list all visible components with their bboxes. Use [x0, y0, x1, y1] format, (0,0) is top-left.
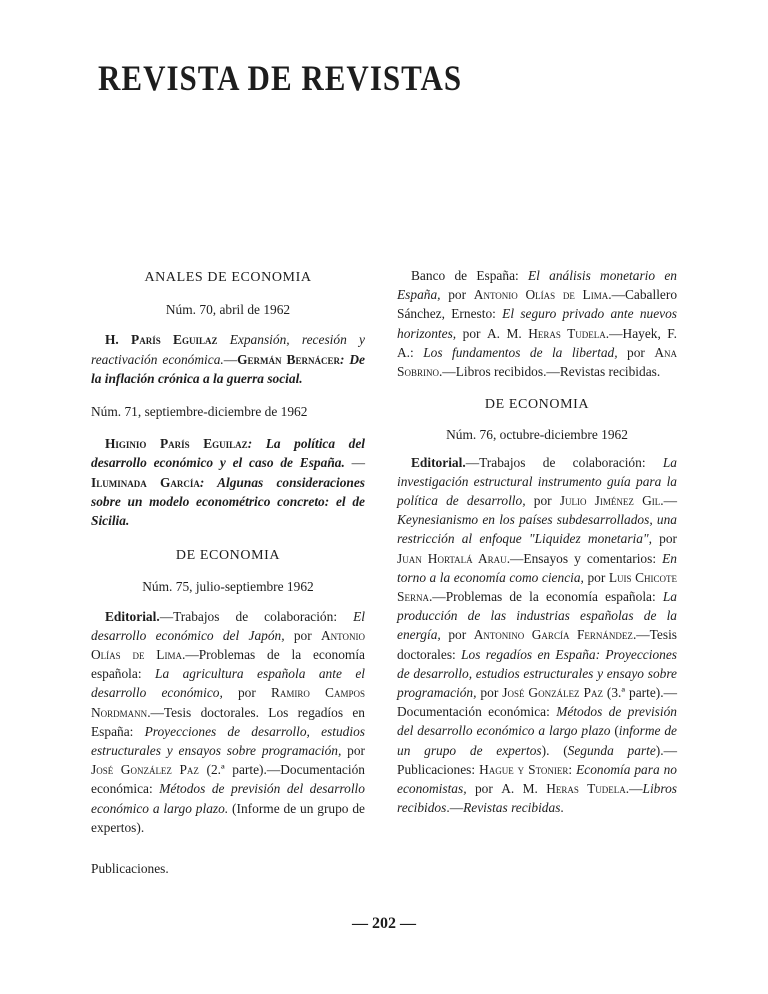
article-title: Keynesianismo en los países subdesarrollados, una restricción al enfoque "Liquidez monetaria",	[397, 512, 677, 547]
text-run: por	[651, 531, 677, 547]
author-name: Iluminada García	[91, 474, 200, 490]
de-economia-section-title: DE ECONOMIA	[175, 548, 281, 564]
author-name: Julio Jiménez Gil	[559, 493, 661, 509]
text-run: .—Problemas de la economía española:	[428, 589, 663, 605]
separator: —	[223, 351, 238, 367]
text-run: por	[617, 344, 655, 360]
separator: —	[344, 455, 365, 471]
text-run: (3.ª parte).—Documentación económica:	[397, 685, 678, 720]
text-run: por	[583, 569, 609, 585]
issue-76-contents	[397, 453, 677, 818]
text-run: (2.ª parte).—Documentación económica:	[91, 762, 365, 797]
author-name: Germán Bernácer	[237, 351, 340, 367]
author-name: H. París Eguilaz	[105, 332, 218, 348]
article-note: Segunda parte	[567, 742, 656, 758]
text-run: .—	[660, 493, 677, 509]
text-run: por	[222, 685, 271, 701]
text-run: :	[568, 761, 577, 777]
issue-71-contents-continued	[397, 266, 677, 381]
author-name: Ana Sobrino	[397, 344, 677, 380]
text-run: .—Tesis doctorales. Los regadíos en España:	[91, 704, 365, 739]
article-title: Métodos de previsión del desarrollo económico a largo plazo	[397, 704, 677, 739]
right-column	[397, 266, 677, 817]
text-run: por	[456, 325, 487, 341]
article-title: Expansión, recesión y reactivación económica.	[91, 332, 365, 367]
article-title: La investigación estructural instrumento guía para la política de desarrollo,	[397, 454, 677, 509]
author-name: Higinio París Eguilaz	[105, 436, 248, 452]
text-run: por	[476, 685, 503, 701]
article-title: La agricultura española ante el desarrollo económico,	[91, 666, 365, 701]
text-run: por	[284, 627, 321, 643]
issue-71-contents	[91, 434, 365, 530]
text-run: .—Libros recibidos.—Revistas recibidas.	[438, 364, 661, 380]
article-title: El seguro privado ante nuevos horizontes,	[397, 306, 677, 341]
section-label: Editorial.	[411, 454, 466, 470]
list-item-revistas: Revistas recibidas	[463, 800, 561, 816]
anales-section-title: ANALES DE ECONOMIA	[144, 270, 312, 285]
author-name: Antonio Olías de Lima	[91, 627, 366, 663]
page-header-title: REVISTA DE REVISTAS	[98, 58, 463, 99]
text-run: por	[440, 627, 474, 643]
list-item-libros: Libros recibidos	[397, 781, 677, 816]
article-title: Economía para no economistas,	[397, 761, 678, 797]
section-label: Editorial.	[105, 608, 160, 624]
text-run: Banco de España:	[411, 268, 528, 283]
page-number: — 202 —	[352, 915, 416, 932]
text-run: por	[525, 493, 560, 509]
issue-70-contents	[91, 330, 365, 388]
text-run: .—Ensayos y comentarios:	[506, 550, 663, 566]
article-title: Métodos de previsión del desarrollo económico a largo plazo.	[91, 781, 365, 816]
issue-number-75: Núm. 75, julio-septiembre 1962	[142, 579, 314, 595]
article-title: : De la inflación crónica a la guerra social.	[91, 351, 365, 386]
author-name: A. M. Heras Tudela	[486, 325, 606, 341]
text-run: ). (	[541, 742, 568, 758]
issue-75-contents	[91, 607, 365, 837]
publicaciones-label: Publicaciones.	[91, 861, 169, 877]
article-title: Los regadíos en España: Proyecciones de desarrollo, estudios estructurales y ensayo sobre programación,	[397, 646, 677, 701]
article-note: informe de un grupo de expertos	[397, 723, 677, 758]
author-name: Antonio Olías de Lima	[473, 287, 609, 303]
issue-number-70: Núm. 70, abril de 1962	[165, 302, 291, 318]
article-title: En torno a la economía como ciencia,	[397, 550, 677, 585]
issue-number-76: Núm. 76, octubre-diciembre 1962	[446, 427, 628, 443]
author-name: José González Paz	[502, 685, 603, 701]
text-run: (	[610, 723, 619, 739]
article-title: El desarrollo económico del Japón,	[91, 608, 365, 643]
author-name: José González Paz	[91, 762, 199, 778]
author-name: Ramiro Campos Nordmann	[91, 685, 365, 720]
left-column	[91, 268, 365, 878]
author-name: Hague y Stonier	[479, 761, 569, 777]
text-run: .—Caballero Sánchez, Ernesto:	[397, 287, 678, 322]
text-run: por	[341, 743, 365, 759]
text-run: por	[440, 287, 474, 303]
text-run: ).—Publicaciones:	[397, 742, 677, 777]
author-name: Juan Hortalá Arau	[397, 550, 507, 566]
text-run: .—	[446, 800, 464, 816]
article-title: Proyecciones de desarrollo, estudios estructurales y ensayos sobre programación,	[91, 723, 365, 759]
text-run: —Trabajos de colaboración:	[159, 608, 354, 624]
author-name: Luis Chicote Serna	[397, 569, 677, 605]
text-run: por	[466, 781, 502, 797]
text-run: .—	[625, 781, 643, 797]
text-run: (Informe de un grupo de expertos).	[91, 800, 365, 835]
article-title: El análisis monetario en España,	[397, 268, 677, 303]
article-title: La producción de las industrias españolas de la energía,	[397, 589, 677, 643]
author-name: Antonino García Fernández	[473, 627, 633, 643]
text-run: .—Tesis doctorales:	[397, 627, 678, 662]
article-title: Los fundamentos de la libertad,	[423, 344, 618, 360]
article-title: : La política del desarrollo económico y el caso de España.	[91, 436, 365, 471]
article-title: : Algunas consideraciones sobre un modelo econométrico concreto: el de Sicilia.	[91, 474, 365, 529]
text-run: —Trabajos de colaboración:	[465, 454, 663, 470]
text-run: .	[560, 800, 564, 816]
author-name: A. M. Heras Tudela	[501, 781, 626, 797]
de-economia-section-title: DE ECONOMIA	[484, 397, 590, 413]
text-run: .—Hayek, F. A.:	[397, 325, 678, 360]
text-run: .—Problemas de la economía española:	[91, 647, 366, 682]
issue-number-71: Núm. 71, septiembre-diciembre de 1962	[91, 404, 308, 420]
